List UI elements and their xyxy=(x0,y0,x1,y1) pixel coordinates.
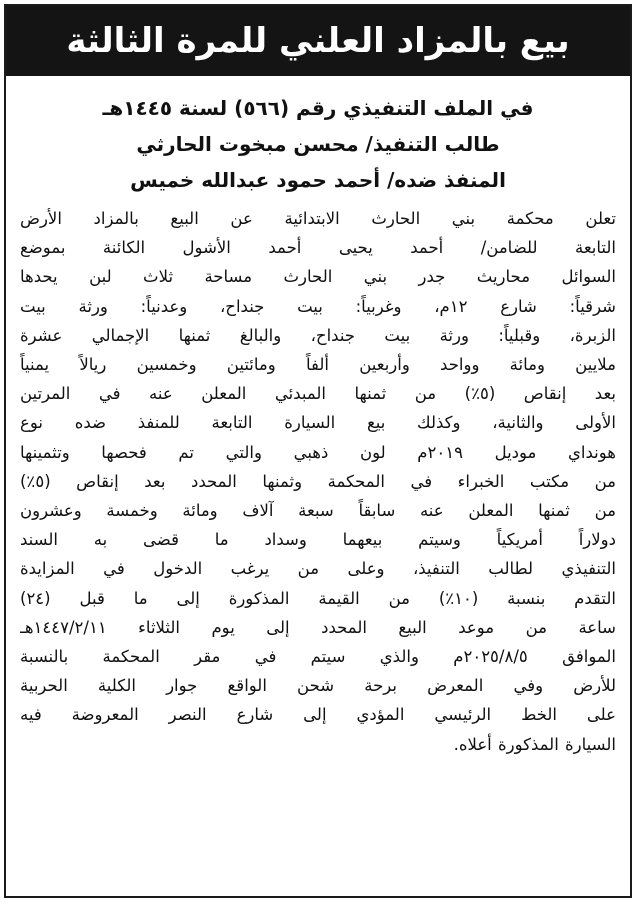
body-line: الزبرة، وقبلياً: ورثة بيت جنداح، والبالغ ثمنها الإجمالي عشرة xyxy=(20,325,616,345)
body-line: للأرض وفي المعرض برحة شحن الواقع جوار الكلية الحربية xyxy=(20,676,616,696)
body-line: ملايين ومائة وواحد وأربعين ألفاً ومائتين وخمسين ريالاً يمنياً xyxy=(20,355,616,375)
body-line: من مكتب الخبراء في المحكمة وثمنها المحدد بعد إنقاص (٥٪) xyxy=(20,471,616,491)
body-line: السيارة المذكورة أعلاه. xyxy=(453,734,616,754)
body-line: على الخط الرئيسي المؤدي إلى شارع النصر المعروضة فيه xyxy=(20,705,616,725)
body-line: التنفيذي لطالب التنفيذ، وعلى من يرغب الدخول في المزايدة xyxy=(20,559,616,579)
case-defendant: المنفذ ضده/ أحمد حمود عبدالله خميس xyxy=(130,168,506,192)
body-line: ساعة من موعد البيع المحدد إلى يوم الثلاثاء ١٤٤٧/٢/١١هـ xyxy=(20,617,616,637)
body-line: هونداي موديل ٢٠١٩م لون ذهبي والتي تم فحصها وتثمينها xyxy=(20,442,616,462)
body-line: دولاراً أمريكياً وسيتم بيعهما وسداد ما قضى به السند xyxy=(20,530,616,550)
body-line: شرقياً: شارع ١٢م، وغربياً: بيت جنداح، وعدنياً: ورثة بيت xyxy=(20,296,616,316)
body-line: من ثمنها المعلن عنه سابقاً سبعة آلاف ومائة وخمسة وعشرون xyxy=(20,501,616,521)
body-line: التابعة للضامن/ أحمد يحيى أحمد الأشول الكائنة بموضع xyxy=(20,238,616,258)
body-line: الموافق ٢٠٢٥/٨/٥م والذي سيتم في مقر المحكمة بالنسبة xyxy=(20,647,616,667)
case-plaintiff: طالب التنفيذ/ محسن مبخوت الحارثي xyxy=(136,132,500,156)
body-line: بعد إنقاص (٥٪) من ثمنها المبدئي المعلن عنه في المرتين xyxy=(20,384,616,404)
notice-frame xyxy=(4,4,632,898)
case-file-number: في الملف التنفيذي رقم (٥٦٦) لسنة ١٤٤٥هـ xyxy=(102,96,534,120)
notice-headline: بيع بالمزاد العلني للمرة الثالثة xyxy=(66,21,570,61)
notice-body xyxy=(20,204,616,759)
body-line: السوائل محاريث جدر بني الحارث مساحة ثلاث لبن يحدها xyxy=(20,267,616,287)
body-line: الأولى والثانية، وكذلك بيع السيارة التابعة للمنفذ ضده نوع xyxy=(20,413,616,433)
headline-bar xyxy=(6,6,630,76)
body-line: تعلن محكمة بني الحارث الابتدائية عن البيع بالمزاد الأرض xyxy=(20,209,616,228)
body-line: التقدم بنسبة (١٠٪) من القيمة المذكورة إلى ما قبل (٢٤) xyxy=(20,588,616,608)
case-info xyxy=(6,90,630,198)
